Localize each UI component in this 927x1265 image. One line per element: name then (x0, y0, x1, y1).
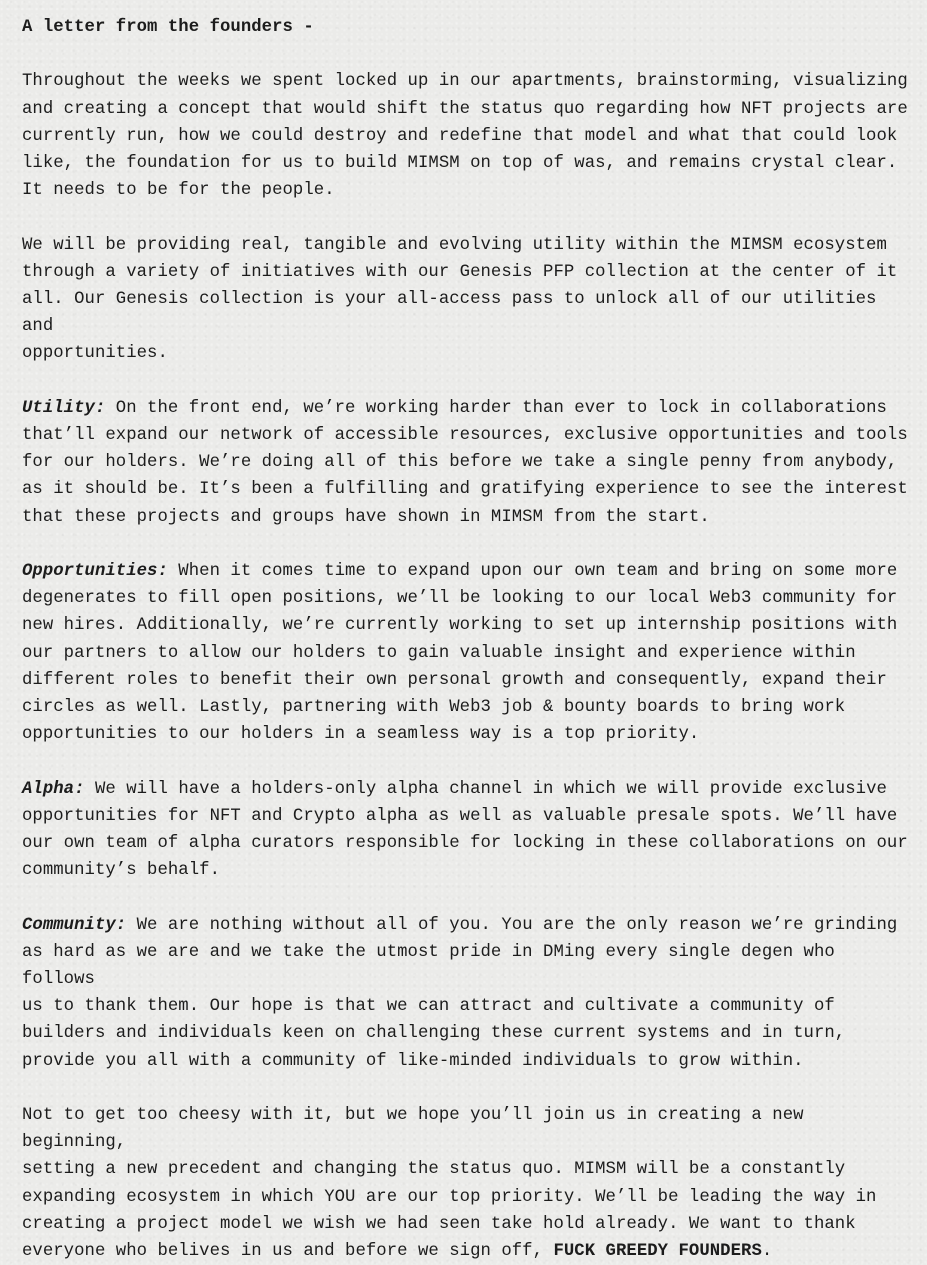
alpha-paragraph (22, 776, 912, 885)
alpha-heading: Alpha: (22, 779, 85, 799)
intro-paragraph-1: Throughout the weeks we spent locked up in our apartments, brainstorming, visualizing and creating a concept that would shift the status quo regarding how NFT projects are currently run, how we could destroy and redefine that model and what that could look like, the foundation for us to build MIMSM on top of was, and remains crystal clear. It needs to be for the people. (22, 72, 908, 201)
utility-paragraph (22, 395, 912, 531)
letter-title: A letter from the founders - (22, 18, 314, 37)
opportunities-paragraph (22, 558, 912, 748)
opportunities-heading: Opportunities: (22, 562, 168, 581)
community-body: We are nothing without all of you. You are the only reason we’re grinding as hard as we are and we take the utmost pride in DMing every single degen who follows us to thank them. Our hope is that we can attract and cultivate a community of builders and individuals keen on challenging these current systems and in turn, provide you all with a community of like-minded individuals to grow within. (22, 915, 898, 1071)
utility-body: On the front end, we’re working harder than ever to lock in collaborations that’ll expand our network of accessible resources, exclusive opportunities and tools for our holders. We’re doing all of this before we take a single penny from anybody, as it should be. It’s been a fulfilling and gratifying experience to see the interest that these projects and groups have shown in MIMSM from the start. (22, 398, 908, 527)
founders-letter (22, 14, 912, 1265)
closing-end: . (761, 1242, 773, 1262)
utility-heading: Utility: (22, 398, 106, 418)
community-paragraph (22, 912, 912, 1075)
opportunities-body: When it comes time to expand upon our own team and bring on some more degenerates to fill open positions, we’ll be looking to our local Web3 community for new hires. Additionally, we’re currently working to set up internship positions with our partners to allow our holders to gain valuable insight and experience within different roles to benefit their own personal growth and consequently, expand their circles as well. Lastly, partnering with Web3 job & bounty boards to bring work opportunities to our holders in a seamless way is a top priority. (22, 562, 898, 745)
closing-paragraph (22, 1102, 912, 1265)
alpha-body: We will have a holders-only alpha channel in which we will provide exclusive opportunities for NFT and Crypto alpha as well as valuable presale spots. We’ll have our own team of alpha curators responsible for locking in these collaborations on our community’s behalf. (22, 779, 908, 881)
intro-paragraph-2: We will be providing real, tangible and evolving utility within the MIMSM ecosystem through a variety of initiatives with our Genesis PFP collection at the center of it all. Our Genesis collection is your all-access pass to unlock all of our utilities and opportunities. (22, 235, 898, 364)
closing-body: Not to get too cheesy with it, but we hope you’ll join us in creating a new beginning, setting a new precedent and changing the status quo. MIMSM will be a constantly expanding ecosystem in which YOU are our top priority. We’ll be leading the way in creating a project model we wish we had seen take hold already. We want to thank everyone who belives in us and before we sign off, (22, 1106, 877, 1262)
closing-emphasis: FUCK GREEDY FOUNDERS (553, 1242, 762, 1262)
community-heading: Community: (22, 915, 127, 935)
